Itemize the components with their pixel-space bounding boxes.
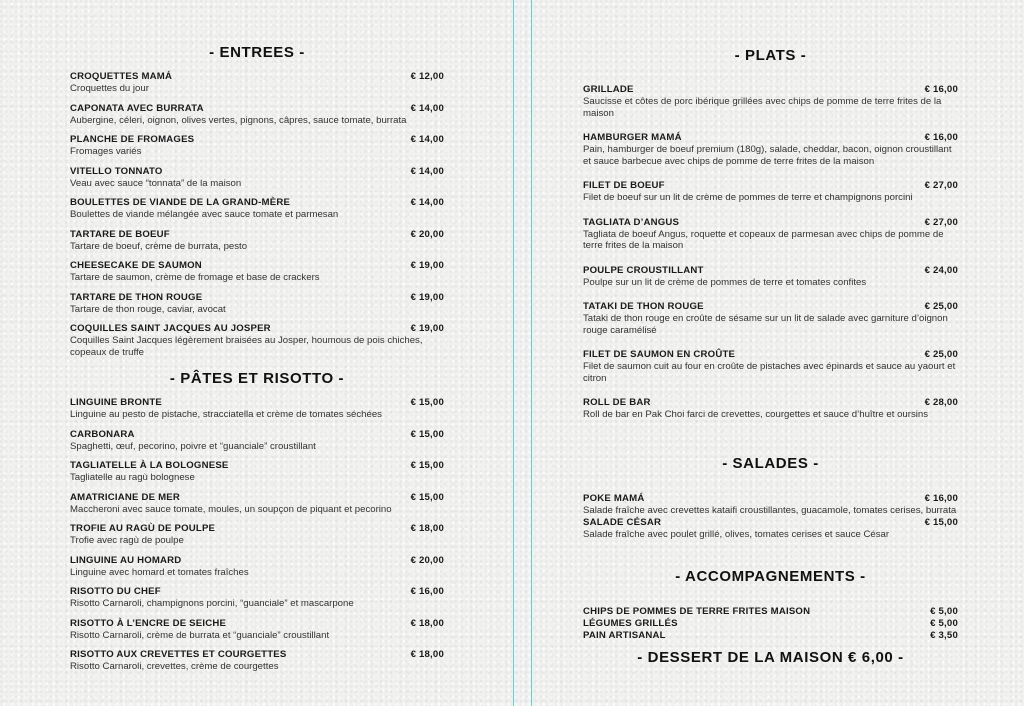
menu-item-name: TAGLIATELLE À LA BOLOGNESE bbox=[70, 460, 229, 471]
menu-item-header bbox=[70, 397, 444, 409]
menu-item-description: Saucisse et côtes de porc ibérique grillées avec chips de pomme de terre frites de la maison bbox=[583, 96, 942, 119]
salades-list bbox=[583, 493, 958, 540]
menu-item-price: € 20,00 bbox=[410, 554, 444, 566]
menu-item bbox=[583, 217, 958, 252]
menu-item-name: BOULETTES DE VIANDE DE LA GRAND-MÈRE bbox=[70, 197, 291, 208]
section-heading-pates: - PÂTES ET RISOTTO - bbox=[169, 370, 345, 387]
menu-item-price: € 19,00 bbox=[410, 260, 444, 271]
menu-item-description: Trofie avec ragù de poulpe bbox=[70, 535, 184, 546]
menu-item-price: € 14,00 bbox=[410, 165, 444, 177]
menu-item-description: Coquilles Saint Jacques légèrement braisées au Josper, houmous de pois chiches, copeaux de truffe bbox=[70, 335, 423, 358]
menu-item-name: PAIN ARTISANAL bbox=[583, 630, 666, 641]
menu-item-description: Salade fraîche avec poulet grillé, olives, tomates cerises et sauce César bbox=[583, 528, 890, 540]
menu-item-name: FILET DE SAUMON EN CROÛTE bbox=[583, 349, 736, 360]
menu-item-header bbox=[70, 229, 444, 241]
menu-item-description: Filet de boeuf sur un lit de crème de pommes de terre et champignons porcini bbox=[583, 192, 913, 203]
menu-item bbox=[583, 606, 958, 618]
menu-item-name: CROQUETTES MAMÁ bbox=[70, 71, 173, 82]
menu-item-header bbox=[70, 134, 444, 146]
menu-item-header bbox=[70, 292, 444, 304]
menu-item-description: Filet de saumon cuit au four en croûte de pistaches avec épinards et sauce au yaourt et citron bbox=[583, 361, 956, 384]
menu-item-description: Tataki de thon rouge en croûte de sésame sur un lit de salade avec garniture d’oignon rouge caramélisé bbox=[583, 313, 948, 336]
menu-item-name: TATAKI DE THON ROUGE bbox=[583, 301, 704, 312]
menu-item-description: Risotto Carnaroli, crème de burrata et “guanciale” croustillant bbox=[70, 629, 330, 641]
menu-item-header bbox=[70, 555, 444, 567]
menu-item-name: PLANCHE DE FROMAGES bbox=[70, 134, 195, 145]
menu-item-description: Tartare de thon rouge, caviar, avocat bbox=[70, 303, 226, 315]
menu-item-price: € 5,00 bbox=[930, 618, 958, 629]
menu-item bbox=[70, 649, 444, 673]
section-heading-salades: - SALADES - bbox=[722, 455, 819, 472]
menu-item bbox=[583, 132, 958, 167]
menu-item-name: HAMBURGER MAMÁ bbox=[583, 132, 682, 143]
menu-item bbox=[70, 260, 444, 284]
plats-list bbox=[583, 84, 958, 434]
menu-item-header bbox=[70, 103, 444, 115]
page-divider-right bbox=[531, 0, 532, 706]
menu-item-description: Tagliatelle au ragù bolognese bbox=[70, 472, 195, 483]
menu-item bbox=[583, 301, 958, 336]
menu-item-header bbox=[583, 265, 958, 277]
menu-item bbox=[70, 586, 444, 610]
menu-item-description: Veau avec sauce “tonnata” de la maison bbox=[70, 177, 242, 189]
menu-item-header bbox=[70, 649, 444, 661]
menu-item-name: RISOTTO À L’ENCRE DE SEICHE bbox=[70, 617, 227, 629]
menu-item-description: Boulettes de viande mélangée avec sauce tomate et parmesan bbox=[70, 209, 339, 220]
menu-item-price: € 15,00 bbox=[410, 397, 444, 408]
menu-item bbox=[583, 630, 958, 642]
menu-item-name: CAPONATA AVEC BURRATA bbox=[70, 102, 204, 114]
pates-list bbox=[70, 397, 444, 681]
section-heading-plats: - PLATS - bbox=[734, 47, 807, 64]
menu-item-price: € 18,00 bbox=[410, 649, 444, 660]
menu-item-description: Spaghetti, œuf, pecorino, poivre et “guanciale” croustillant bbox=[70, 440, 316, 452]
menu-item-price: € 15,00 bbox=[924, 516, 958, 528]
menu-item-header bbox=[70, 323, 444, 335]
entrees-list bbox=[70, 71, 444, 367]
menu-item bbox=[70, 397, 444, 421]
menu-item-header bbox=[583, 606, 958, 618]
menu-item-price: € 27,00 bbox=[924, 216, 958, 228]
menu-item bbox=[583, 618, 958, 630]
dessert-heading: - DESSERT DE LA MAISON € 6,00 - bbox=[637, 649, 904, 666]
menu-item bbox=[583, 84, 958, 119]
menu-item-price: € 12,00 bbox=[410, 71, 444, 82]
accompagnements-list bbox=[583, 606, 958, 642]
menu-item-header bbox=[70, 71, 444, 83]
menu-item-name: TARTARE DE THON ROUGE bbox=[70, 291, 203, 303]
menu-item-price: € 20,00 bbox=[410, 228, 444, 240]
menu-item-header bbox=[70, 492, 444, 504]
menu-item-header bbox=[70, 586, 444, 598]
menu-item bbox=[583, 265, 958, 289]
menu-item-price: € 16,00 bbox=[924, 84, 958, 95]
menu-item-price: € 28,00 bbox=[924, 397, 958, 408]
menu-item-price: € 15,00 bbox=[410, 491, 444, 503]
menu-item-price: € 18,00 bbox=[410, 523, 444, 534]
menu-item-description: Tartare de boeuf, crème de burrata, pesto bbox=[70, 240, 248, 252]
menu-item-price: € 3,50 bbox=[930, 630, 958, 641]
menu-item bbox=[70, 460, 444, 484]
menu-item bbox=[583, 517, 958, 541]
menu-item-header bbox=[583, 630, 958, 642]
menu-item-price: € 27,00 bbox=[924, 180, 958, 191]
menu-item bbox=[70, 71, 444, 95]
menu-item-name: FILET DE BOEUF bbox=[583, 180, 665, 191]
menu-item-description: Fromages variés bbox=[70, 146, 142, 157]
menu-item bbox=[70, 103, 444, 127]
menu-item bbox=[583, 349, 958, 384]
menu-item bbox=[70, 555, 444, 579]
menu-item-name: RISOTTO DU CHEF bbox=[70, 586, 161, 597]
menu-item bbox=[70, 197, 444, 221]
menu-item-name: SALADE CÉSAR bbox=[583, 516, 662, 528]
menu-item-price: € 15,00 bbox=[410, 460, 444, 471]
menu-item-header bbox=[70, 260, 444, 272]
right-page bbox=[583, 0, 958, 706]
menu-item-price: € 14,00 bbox=[410, 197, 444, 208]
menu-item-header bbox=[583, 397, 958, 409]
menu-item-header bbox=[70, 523, 444, 535]
menu-item-description: Linguine avec homard et tomates fraîches bbox=[70, 566, 249, 578]
menu-item-description: Risotto Carnaroli, champignons porcini, “guanciale” et mascarpone bbox=[70, 598, 354, 609]
menu-item-price: € 25,00 bbox=[924, 349, 958, 360]
menu-item-header bbox=[583, 84, 958, 96]
menu-item bbox=[583, 180, 958, 204]
menu-item-header bbox=[583, 180, 958, 192]
menu-item-header bbox=[583, 217, 958, 229]
menu-item-header bbox=[70, 197, 444, 209]
menu-item-name: GRILLADE bbox=[583, 84, 634, 95]
menu-item-price: € 19,00 bbox=[410, 291, 444, 303]
menu-item-name: AMATRICIANE DE MER bbox=[70, 491, 181, 503]
menu-item-name: COQUILLES SAINT JACQUES AU JOSPER bbox=[70, 323, 271, 334]
menu-item bbox=[70, 618, 444, 642]
menu-item bbox=[70, 323, 444, 359]
menu-item-description: Risotto Carnaroli, crevettes, crème de courgettes bbox=[70, 661, 279, 672]
menu-item-price: € 14,00 bbox=[410, 102, 444, 114]
menu-item-header bbox=[583, 349, 958, 361]
menu-item-name: RISOTTO AUX CREVETTES ET COURGETTES bbox=[70, 649, 287, 660]
menu-item-price: € 24,00 bbox=[924, 264, 958, 276]
menu-item bbox=[70, 229, 444, 253]
menu-item-description: Tagliata de boeuf Angus, roquette et copeaux de parmesan avec chips de pomme de terre frites de la maison bbox=[583, 228, 944, 251]
menu-item-header bbox=[583, 301, 958, 313]
menu-item-description: Aubergine, céleri, oignon, olives vertes, pignons, câpres, sauce tomate, burrata bbox=[70, 114, 407, 126]
menu-item-name: CARBONARA bbox=[70, 428, 135, 440]
menu-item-name: CHIPS DE POMMES DE TERRE FRITES MAISON bbox=[583, 606, 811, 617]
menu-item-header bbox=[70, 618, 444, 630]
menu-item-header bbox=[70, 166, 444, 178]
menu-item bbox=[583, 397, 958, 421]
menu-item-name: TAGLIATA D’ANGUS bbox=[583, 216, 680, 228]
menu-item-header bbox=[70, 429, 444, 441]
menu-item-name: ROLL DE BAR bbox=[583, 397, 651, 408]
menu-item-name: TROFIE AU RAGÙ DE POULPE bbox=[70, 523, 216, 534]
menu-item-price: € 14,00 bbox=[410, 134, 444, 145]
menu-item-header bbox=[583, 618, 958, 630]
menu-item-description: Tartare de saumon, crème de fromage et base de crackers bbox=[70, 272, 320, 283]
menu-item-name: LÉGUMES GRILLÉS bbox=[583, 618, 678, 629]
menu-item-price: € 16,00 bbox=[410, 586, 444, 597]
menu-item-price: € 25,00 bbox=[924, 301, 958, 312]
menu-item bbox=[70, 492, 444, 516]
menu-item-name: CHEESECAKE DE SAUMON bbox=[70, 260, 202, 271]
menu-item-header bbox=[70, 460, 444, 472]
menu-item-price: € 15,00 bbox=[410, 428, 444, 440]
menu-item-description: Salade fraîche avec crevettes kataifi croustillantes, guacamole, tomates cerises, burrata bbox=[583, 505, 957, 516]
section-heading-accompagnements: - ACCOMPAGNEMENTS - bbox=[675, 568, 866, 585]
menu-item-description: Maccheroni avec sauce tomate, moules, un soupçon de piquant et pecorino bbox=[70, 503, 392, 515]
section-heading-entrees: - ENTREES - bbox=[209, 44, 305, 61]
menu-item bbox=[70, 292, 444, 316]
menu-item-price: € 5,00 bbox=[930, 606, 958, 617]
menu-item-name: TARTARE DE BOEUF bbox=[70, 228, 170, 240]
menu-item-description: Croquettes du jour bbox=[70, 83, 149, 94]
menu-item-header bbox=[583, 517, 958, 529]
menu-item-description: Pain, hamburger de boeuf premium (180g), salade, cheddar, bacon, oignon croustillant et sauce barbecue avec chips de pomme de terre frites de la maison bbox=[583, 144, 952, 167]
menu-item bbox=[70, 429, 444, 453]
menu-item-name: VITELLO TONNATO bbox=[70, 165, 163, 177]
menu-item-description: Linguine au pesto de pistache, stracciatella et crème de tomates séchées bbox=[70, 409, 382, 420]
menu-item-header bbox=[583, 132, 958, 144]
page-divider-left bbox=[513, 0, 514, 706]
menu-item bbox=[70, 166, 444, 190]
menu-item-price: € 18,00 bbox=[410, 617, 444, 629]
menu-item-description: Roll de bar en Pak Choi farci de crevettes, courgettes et sauce d’huître et oursins bbox=[583, 409, 929, 420]
menu-item bbox=[70, 523, 444, 547]
menu-item-name: POKE MAMÁ bbox=[583, 493, 645, 504]
menu-item bbox=[70, 134, 444, 158]
menu-item-header bbox=[583, 493, 958, 505]
left-page bbox=[70, 0, 444, 706]
menu-item bbox=[583, 493, 958, 517]
menu-item-name: LINGUINE AU HOMARD bbox=[70, 554, 182, 566]
menu-item-name: LINGUINE BRONTE bbox=[70, 397, 163, 408]
menu-item-price: € 19,00 bbox=[410, 323, 444, 334]
menu-item-price: € 16,00 bbox=[924, 493, 958, 504]
menu-item-description: Poulpe sur un lit de crème de pommes de terre et tomates confites bbox=[583, 276, 867, 288]
menu-item-name: POULPE CROUSTILLANT bbox=[583, 264, 704, 276]
menu-item-price: € 16,00 bbox=[924, 132, 958, 143]
